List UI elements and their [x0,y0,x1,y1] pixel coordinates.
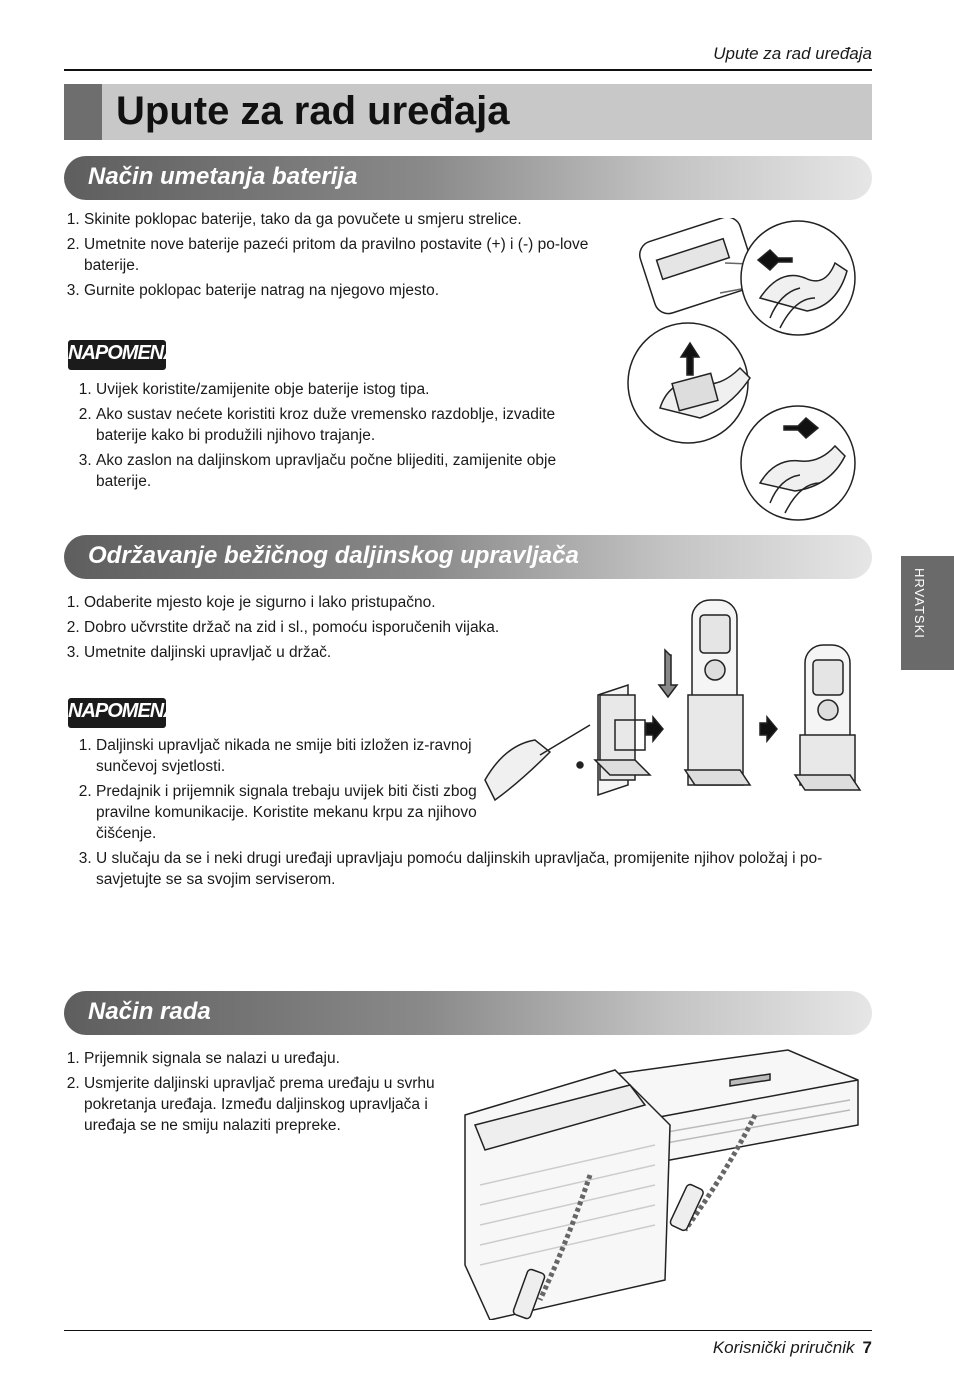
section-heading-batteries [64,156,872,200]
holder-illustration [480,595,870,810]
holder-notes [76,735,481,848]
section-heading-operation [64,991,872,1035]
step-item: 2. Usmjerite daljinski upravljač prema uređaju u svrhu pokretanja uređaja. Između daljinskog upravljača i uređaja se ne smiju nalaziti prepreke. [84,1073,469,1136]
note-item: 3. Ako zaslon na daljinskom upravljaču počne blijediti, zamijenite obje baterije. [96,450,606,492]
language-tab [901,556,954,670]
step-item: 2. Dobro učvrstite držač na zid i sl., pomoću isporučenih vijaka. [84,617,614,638]
holder-notes-continued [76,848,881,894]
step-item: 1. Odaberite mjesto koje je sigurno i lako pristupačno. [84,592,614,613]
battery-notes [76,379,606,496]
note-item: 1. Uvijek koristite/zamijenite obje baterije istog tipa. [96,379,606,400]
section-heading-remote-care [64,535,872,579]
top-rule [64,69,872,71]
step-item: 3. Gurnite poklopac baterije natrag na njegovo mjesto. [84,280,614,301]
section-heading-text: Održavanje bežičnog daljinskog upravljača [88,542,579,569]
running-header: Upute za rad uređaja [713,44,872,63]
note-label: NAPOMENA [68,700,177,722]
indoor-unit-illustration [460,1045,870,1320]
page-number: 7 [862,1338,872,1357]
title-accent [64,84,102,140]
note-badge [68,698,177,728]
footer-label: Korisnički priručnik [712,1338,855,1357]
bottom-rule [64,1330,872,1331]
note-label: NAPOMENA [68,342,177,364]
title-bar [64,84,872,140]
step-item: 1. Skinite poklopac baterije, tako da ga povučete u smjeru strelice. [84,209,614,230]
step-item: 1. Prijemnik signala se nalazi u uređaju. [84,1048,469,1069]
step-item: 3. Umetnite daljinski upravljač u držač. [84,642,614,663]
section-heading-text: Način umetanja baterija [88,163,358,190]
section-heading-text: Način rada [88,998,211,1025]
note-badge [68,340,177,370]
note-item: 3. U slučaju da se i neki drugi uređaji upravljaju pomoću daljinskih upravljača, promijenite njihov položaj i po-savjetujte se sa svojim serviserom. [96,848,881,890]
footer [713,1338,872,1358]
battery-illustration [620,218,870,528]
note-item: 2. Ako sustav nećete koristiti kroz duže vremensko razdoblje, izvadite baterije kako bi produžili njihovo trajanje. [96,404,606,446]
operation-steps [64,1048,469,1140]
language-tab-label: HRVATSKI [912,568,927,639]
page-title: Upute za rad uređaja [116,89,510,133]
battery-steps [64,209,614,305]
step-item: 2. Umetnite nove baterije pazeći pritom da pravilno postavite (+) i (-) po-love baterije. [84,234,614,276]
note-item: 1. Daljinski upravljač nikada ne smije biti izložen iz-ravnoj sunčevoj svjetlosti. [96,735,481,777]
note-item: 2. Predajnik i prijemnik signala trebaju uvijek biti čisti zbog pravilne komunikacije. Koristite mekanu krpu za njihovo čišćenje. [96,781,481,844]
